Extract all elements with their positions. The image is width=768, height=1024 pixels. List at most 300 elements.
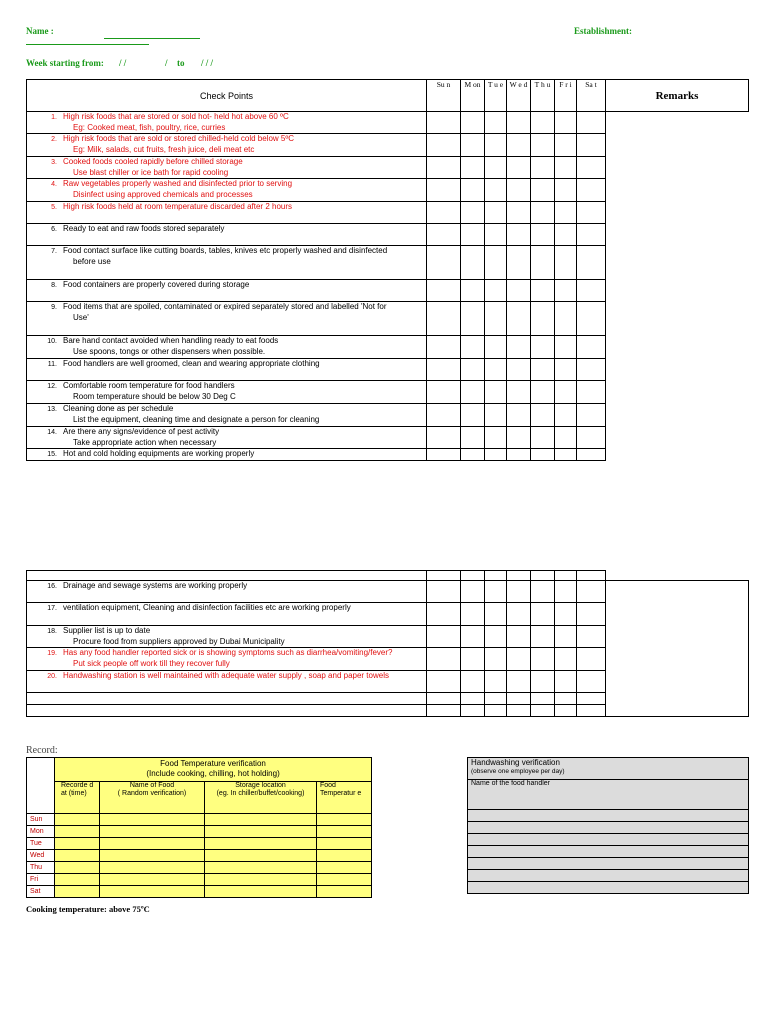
food-temp-entry-cell[interactable] xyxy=(100,838,205,850)
day-check-cell[interactable] xyxy=(427,603,461,626)
food-temp-row xyxy=(27,886,372,898)
day-check-cell[interactable] xyxy=(531,404,555,427)
day-check-cell[interactable] xyxy=(577,112,606,134)
day-check-cell[interactable] xyxy=(531,112,555,134)
blank-cell[interactable] xyxy=(427,571,461,581)
day-check-cell[interactable] xyxy=(555,381,577,404)
day-check-cell[interactable] xyxy=(577,427,606,449)
check-point-number: 13. xyxy=(47,406,57,413)
day-header-tue: T u e xyxy=(485,80,507,112)
day-check-cell[interactable] xyxy=(427,449,461,461)
day-check-cell[interactable] xyxy=(507,246,531,280)
food-temp-entry-cell[interactable] xyxy=(317,826,372,838)
food-temp-entry-cell[interactable] xyxy=(205,862,317,874)
day-check-cell[interactable] xyxy=(427,134,461,157)
day-check-cell[interactable] xyxy=(461,626,485,648)
day-check-cell[interactable] xyxy=(507,336,531,359)
blank-cell[interactable] xyxy=(485,571,507,581)
check-point-cell xyxy=(27,381,427,404)
day-check-cell[interactable] xyxy=(577,246,606,280)
slash: / xyxy=(165,58,168,68)
day-check-cell[interactable] xyxy=(577,134,606,157)
day-check-cell[interactable] xyxy=(485,427,507,449)
day-check-cell[interactable] xyxy=(507,648,531,671)
check-point-subtext: Put sick people off work till they recover fully xyxy=(73,659,230,668)
day-check-cell[interactable] xyxy=(531,179,555,202)
day-check-cell[interactable] xyxy=(531,603,555,626)
day-check-cell[interactable] xyxy=(507,404,531,427)
food-temp-entry-cell[interactable] xyxy=(317,886,372,898)
name-underline xyxy=(104,38,200,39)
check-point-cell xyxy=(27,224,427,246)
day-check-cell[interactable] xyxy=(577,671,606,693)
day-check-cell[interactable] xyxy=(555,179,577,202)
week-label: Week starting from: xyxy=(26,58,104,68)
day-check-cell[interactable] xyxy=(485,302,507,336)
recorded-at-header: Recorde d at (time) xyxy=(55,782,100,814)
check-point-cell xyxy=(27,671,427,693)
day-check-cell[interactable] xyxy=(461,280,485,302)
handwash-row xyxy=(468,870,749,882)
day-check-cell[interactable] xyxy=(485,336,507,359)
day-check-cell[interactable] xyxy=(531,427,555,449)
checklist-row xyxy=(27,202,749,224)
food-temp-title xyxy=(55,758,372,782)
day-check-cell[interactable] xyxy=(555,404,577,427)
checklist-table-2 xyxy=(26,570,749,717)
day-check-cell[interactable] xyxy=(485,280,507,302)
day-check-cell[interactable] xyxy=(531,202,555,224)
food-temp-entry-cell[interactable] xyxy=(55,862,100,874)
blank-cell[interactable] xyxy=(577,705,606,717)
day-check-cell[interactable] xyxy=(507,449,531,461)
food-temp-entry-cell[interactable] xyxy=(100,814,205,826)
handwash-row xyxy=(468,834,749,846)
day-check-cell[interactable] xyxy=(507,302,531,336)
day-check-cell[interactable] xyxy=(531,381,555,404)
check-point-number: 18. xyxy=(47,628,57,635)
checklist-row xyxy=(27,157,749,179)
day-check-cell[interactable] xyxy=(531,581,555,603)
food-temp-entry-cell[interactable] xyxy=(100,886,205,898)
check-point-number: 2. xyxy=(51,136,57,143)
food-handler-entry-cell[interactable] xyxy=(468,834,749,846)
food-handler-entry-cell[interactable] xyxy=(468,810,749,822)
day-check-cell[interactable] xyxy=(531,336,555,359)
food-temp-title-1: Food Temperature verification xyxy=(160,759,266,768)
day-check-cell[interactable] xyxy=(555,202,577,224)
blank-cell[interactable] xyxy=(461,571,485,581)
check-point-cell xyxy=(27,626,427,648)
day-check-cell[interactable] xyxy=(485,449,507,461)
check-point-text: Supplier list is up to date xyxy=(63,626,151,635)
day-check-cell[interactable] xyxy=(555,112,577,134)
blank-cell[interactable] xyxy=(507,705,531,717)
day-check-cell[interactable] xyxy=(461,449,485,461)
remarks-cell[interactable] xyxy=(606,581,749,717)
blank-cell[interactable] xyxy=(507,693,531,705)
day-check-cell[interactable] xyxy=(427,202,461,224)
checklist-row xyxy=(27,179,749,202)
handwash-row xyxy=(468,822,749,834)
day-check-cell[interactable] xyxy=(485,603,507,626)
day-check-cell[interactable] xyxy=(577,336,606,359)
day-check-cell[interactable] xyxy=(461,336,485,359)
check-point-subtext: Eg: Cooked meat, fish, poultry, rice, curries xyxy=(73,123,226,132)
day-check-cell[interactable] xyxy=(461,603,485,626)
day-check-cell[interactable] xyxy=(577,603,606,626)
check-point-text: Cooked foods cooled rapidly before chilled storage xyxy=(63,157,243,166)
day-check-cell[interactable] xyxy=(461,359,485,381)
storage-location-header xyxy=(205,782,317,814)
day-check-cell[interactable] xyxy=(555,134,577,157)
day-check-cell[interactable] xyxy=(531,626,555,648)
check-point-cell xyxy=(27,302,427,336)
day-check-cell[interactable] xyxy=(555,648,577,671)
check-point-cell xyxy=(27,404,427,427)
checklist-row xyxy=(27,581,749,603)
day-check-cell[interactable] xyxy=(555,280,577,302)
day-check-cell[interactable] xyxy=(531,648,555,671)
food-temp-row xyxy=(27,862,372,874)
day-check-cell[interactable] xyxy=(461,302,485,336)
food-temp-entry-cell[interactable] xyxy=(100,826,205,838)
handwash-row xyxy=(468,846,749,858)
day-check-cell[interactable] xyxy=(427,381,461,404)
day-check-cell[interactable] xyxy=(485,381,507,404)
blank-cell[interactable] xyxy=(555,705,577,717)
checklist-row xyxy=(27,112,749,134)
day-check-cell[interactable] xyxy=(507,427,531,449)
day-check-cell[interactable] xyxy=(461,134,485,157)
day-check-cell[interactable] xyxy=(461,179,485,202)
day-check-cell[interactable] xyxy=(461,427,485,449)
food-temp-row xyxy=(27,850,372,862)
day-check-cell[interactable] xyxy=(531,224,555,246)
handwash-row xyxy=(468,882,749,894)
food-temp-entry-cell[interactable] xyxy=(100,862,205,874)
day-check-cell[interactable] xyxy=(507,179,531,202)
check-point-number: 5. xyxy=(51,204,57,211)
day-check-cell[interactable] xyxy=(485,112,507,134)
check-point-cell xyxy=(27,581,427,603)
food-temp-entry-cell[interactable] xyxy=(205,850,317,862)
day-check-cell[interactable] xyxy=(427,302,461,336)
food-handler-entry-cell[interactable] xyxy=(468,846,749,858)
food-temp-entry-cell[interactable] xyxy=(55,874,100,886)
handwash-row xyxy=(468,810,749,822)
day-check-cell[interactable] xyxy=(507,603,531,626)
blank-cell[interactable] xyxy=(531,693,555,705)
day-check-cell[interactable] xyxy=(531,157,555,179)
food-temp-entry-cell[interactable] xyxy=(317,838,372,850)
check-point-text: Bare hand contact avoided when handling ready to eat foods xyxy=(63,336,279,345)
check-point-text: Comfortable room temperature for food handlers xyxy=(63,381,235,390)
blank-cell[interactable] xyxy=(427,693,461,705)
day-check-cell[interactable] xyxy=(507,224,531,246)
storage-example-label: (eg. In chiller/buffet/cooking) xyxy=(216,790,305,797)
day-check-cell[interactable] xyxy=(427,427,461,449)
day-check-cell[interactable] xyxy=(577,626,606,648)
day-check-cell[interactable] xyxy=(577,381,606,404)
day-check-cell[interactable] xyxy=(507,157,531,179)
day-check-cell[interactable] xyxy=(485,671,507,693)
check-point-subtext: Room temperature should be below 30 Deg C xyxy=(73,392,236,401)
check-point-number: 20. xyxy=(47,673,57,680)
check-point-text: Are there any signs/evidence of pest activity xyxy=(63,427,220,436)
day-check-cell[interactable] xyxy=(577,449,606,461)
day-check-cell[interactable] xyxy=(507,626,531,648)
day-check-cell[interactable] xyxy=(485,224,507,246)
food-temp-entry-cell[interactable] xyxy=(205,814,317,826)
day-check-cell[interactable] xyxy=(461,202,485,224)
check-point-text: Food containers are properly covered during storage xyxy=(63,280,250,289)
day-check-cell[interactable] xyxy=(577,404,606,427)
day-check-cell[interactable] xyxy=(427,112,461,134)
name-of-food-label: Name of Food xyxy=(129,782,175,789)
check-point-number: 8. xyxy=(51,282,57,289)
day-check-cell[interactable] xyxy=(427,280,461,302)
check-points-header: Check Points xyxy=(27,80,427,112)
check-point-cell xyxy=(27,179,427,202)
checklist-row xyxy=(27,359,749,381)
check-point-text: Handwashing station is well maintained with adequate water supply , soap and paper towels xyxy=(63,671,389,680)
day-header-fri: F r i xyxy=(555,80,577,112)
checklist-table xyxy=(26,79,749,461)
day-check-cell[interactable] xyxy=(555,302,577,336)
check-point-subtext: Disinfect using approved chemicals and processes xyxy=(73,190,253,199)
day-check-cell[interactable] xyxy=(485,246,507,280)
food-temp-entry-cell[interactable] xyxy=(317,814,372,826)
day-check-cell[interactable] xyxy=(485,179,507,202)
check-point-text: Cleaning done as per schedule xyxy=(63,404,174,413)
food-temp-entry-cell[interactable] xyxy=(317,862,372,874)
check-point-subtext: List the equipment, cleaning time and designate a person for cleaning xyxy=(73,415,320,424)
day-check-cell[interactable] xyxy=(507,134,531,157)
check-point-subtext: Use spoons, tongs or other dispensers when possible. xyxy=(73,347,266,356)
check-point-cell xyxy=(27,427,427,449)
blank-cell[interactable] xyxy=(461,693,485,705)
day-check-cell[interactable] xyxy=(427,157,461,179)
blank-cell[interactable] xyxy=(27,571,427,581)
day-check-cell[interactable] xyxy=(531,359,555,381)
day-header-mon: M on xyxy=(461,80,485,112)
blank-cell[interactable] xyxy=(531,571,555,581)
day-check-cell[interactable] xyxy=(577,224,606,246)
blank-cell[interactable] xyxy=(531,705,555,717)
day-check-cell[interactable] xyxy=(485,404,507,427)
day-check-cell[interactable] xyxy=(555,603,577,626)
day-check-cell[interactable] xyxy=(485,648,507,671)
day-check-cell[interactable] xyxy=(555,671,577,693)
check-point-number: 3. xyxy=(51,159,57,166)
day-check-cell[interactable] xyxy=(461,246,485,280)
day-check-cell[interactable] xyxy=(555,427,577,449)
day-header-thu: T h u xyxy=(531,80,555,112)
food-temp-entry-cell[interactable] xyxy=(205,874,317,886)
day-check-cell[interactable] xyxy=(461,224,485,246)
checklist-row xyxy=(27,134,749,157)
check-point-text: High risk foods that are stored or sold hot- held hot above 60 ºC xyxy=(63,112,289,121)
food-temp-entry-cell[interactable] xyxy=(205,826,317,838)
day-check-cell[interactable] xyxy=(427,671,461,693)
day-check-cell[interactable] xyxy=(531,302,555,336)
storage-location-label: Storage location xyxy=(235,782,286,789)
check-point-subtext: Use blast chiller or ice bath for rapid cooling xyxy=(73,168,229,177)
blank-cell[interactable] xyxy=(577,571,606,581)
day-check-cell[interactable] xyxy=(461,671,485,693)
blank-cell[interactable] xyxy=(485,693,507,705)
food-handler-entry-cell[interactable] xyxy=(468,882,749,894)
day-check-cell[interactable] xyxy=(427,336,461,359)
check-point-cell xyxy=(27,202,427,224)
day-header-sat: Sa t xyxy=(577,80,606,112)
handwash-row xyxy=(468,858,749,870)
day-check-cell[interactable] xyxy=(555,336,577,359)
day-label: Wed xyxy=(27,850,55,862)
food-temp-entry-cell[interactable] xyxy=(100,874,205,886)
handwash-subtitle: (observe one employee per day) xyxy=(471,768,565,775)
day-check-cell[interactable] xyxy=(507,381,531,404)
day-check-cell[interactable] xyxy=(555,157,577,179)
day-check-cell[interactable] xyxy=(485,157,507,179)
day-check-cell[interactable] xyxy=(485,581,507,603)
check-point-number: 1. xyxy=(51,114,57,121)
blank-cell[interactable] xyxy=(27,693,427,705)
food-temp-entry-cell[interactable] xyxy=(317,874,372,886)
day-check-cell[interactable] xyxy=(531,280,555,302)
date-slashes-end: / / / xyxy=(201,58,214,68)
food-temp-entry-cell[interactable] xyxy=(317,850,372,862)
blank-cell[interactable] xyxy=(577,693,606,705)
food-temp-entry-cell[interactable] xyxy=(205,838,317,850)
food-temp-entry-cell[interactable] xyxy=(205,886,317,898)
remarks-header: Remarks xyxy=(606,80,749,112)
checklist-row xyxy=(27,280,749,302)
blank-cell[interactable] xyxy=(27,705,427,717)
day-check-cell[interactable] xyxy=(555,449,577,461)
checklist-row xyxy=(27,224,749,246)
blank-cell[interactable] xyxy=(485,705,507,717)
day-check-cell[interactable] xyxy=(531,246,555,280)
day-check-cell[interactable] xyxy=(577,648,606,671)
day-check-cell[interactable] xyxy=(427,404,461,427)
blank-cell[interactable] xyxy=(555,571,577,581)
day-check-cell[interactable] xyxy=(577,157,606,179)
name-label: Name : xyxy=(26,26,54,36)
check-point-number: 4. xyxy=(51,181,57,188)
day-check-cell[interactable] xyxy=(531,449,555,461)
day-check-cell[interactable] xyxy=(531,134,555,157)
day-label: Mon xyxy=(27,826,55,838)
day-check-cell[interactable] xyxy=(577,202,606,224)
day-check-cell[interactable] xyxy=(507,202,531,224)
check-point-subtext: Use' xyxy=(73,313,89,322)
check-point-text: ventilation equipment, Cleaning and disinfection facilities etc are working properly xyxy=(63,603,351,612)
check-point-cell xyxy=(27,449,427,461)
food-temp-entry-cell[interactable] xyxy=(100,850,205,862)
day-check-cell[interactable] xyxy=(577,302,606,336)
day-check-cell[interactable] xyxy=(485,134,507,157)
blank-corner xyxy=(27,758,55,814)
day-check-cell[interactable] xyxy=(427,246,461,280)
day-check-cell[interactable] xyxy=(555,224,577,246)
check-point-subtext: Take appropriate action when necessary xyxy=(73,438,217,447)
check-point-text: Drainage and sewage systems are working properly xyxy=(63,581,248,590)
day-check-cell[interactable] xyxy=(507,671,531,693)
day-check-cell[interactable] xyxy=(427,179,461,202)
day-check-cell[interactable] xyxy=(577,179,606,202)
check-point-number: 15. xyxy=(47,451,57,458)
check-point-subtext: Eg: Milk, salads, cut fruits, fresh juice, deli meat etc xyxy=(73,145,255,154)
day-check-cell[interactable] xyxy=(577,280,606,302)
day-check-cell[interactable] xyxy=(577,359,606,381)
day-check-cell[interactable] xyxy=(555,246,577,280)
check-point-number: 11. xyxy=(47,361,57,368)
food-temp-row xyxy=(27,814,372,826)
day-check-cell[interactable] xyxy=(461,581,485,603)
food-temp-row xyxy=(27,826,372,838)
day-check-cell[interactable] xyxy=(427,581,461,603)
day-header-sun: Su n xyxy=(427,80,461,112)
food-handler-entry-cell[interactable] xyxy=(468,870,749,882)
day-check-cell[interactable] xyxy=(555,626,577,648)
day-check-cell[interactable] xyxy=(507,359,531,381)
checklist-row xyxy=(27,336,749,359)
day-label: Tue xyxy=(27,838,55,850)
day-check-cell[interactable] xyxy=(507,112,531,134)
day-check-cell[interactable] xyxy=(461,381,485,404)
day-check-cell[interactable] xyxy=(531,671,555,693)
food-temp-entry-cell[interactable] xyxy=(55,826,100,838)
day-check-cell[interactable] xyxy=(555,359,577,381)
day-check-cell[interactable] xyxy=(485,626,507,648)
food-temp-entry-cell[interactable] xyxy=(55,886,100,898)
food-temp-entry-cell[interactable] xyxy=(55,838,100,850)
day-check-cell[interactable] xyxy=(427,359,461,381)
day-check-cell[interactable] xyxy=(577,581,606,603)
day-check-cell[interactable] xyxy=(427,626,461,648)
to-label: to xyxy=(177,58,185,68)
blank-cell[interactable] xyxy=(507,571,531,581)
day-check-cell[interactable] xyxy=(485,202,507,224)
day-check-cell[interactable] xyxy=(485,359,507,381)
checklist-row xyxy=(27,427,749,449)
day-check-cell[interactable] xyxy=(461,157,485,179)
blank-cell[interactable] xyxy=(461,705,485,717)
check-point-number: 19. xyxy=(47,650,57,657)
day-check-cell[interactable] xyxy=(507,581,531,603)
food-temp-entry-cell[interactable] xyxy=(55,814,100,826)
day-check-cell[interactable] xyxy=(427,224,461,246)
check-point-cell xyxy=(27,112,427,134)
day-check-cell[interactable] xyxy=(461,648,485,671)
blank-cell[interactable] xyxy=(555,693,577,705)
day-check-cell[interactable] xyxy=(461,404,485,427)
checklist-row xyxy=(27,246,749,280)
food-handler-entry-cell[interactable] xyxy=(468,822,749,834)
day-check-cell[interactable] xyxy=(461,112,485,134)
checklist-row xyxy=(27,449,749,461)
blank-cell[interactable] xyxy=(427,705,461,717)
food-temp-entry-cell[interactable] xyxy=(55,850,100,862)
day-check-cell[interactable] xyxy=(555,581,577,603)
day-check-cell[interactable] xyxy=(507,280,531,302)
food-temp-row xyxy=(27,838,372,850)
food-handler-entry-cell[interactable] xyxy=(468,858,749,870)
date-slashes-start: / / xyxy=(119,58,127,68)
day-check-cell[interactable] xyxy=(427,648,461,671)
